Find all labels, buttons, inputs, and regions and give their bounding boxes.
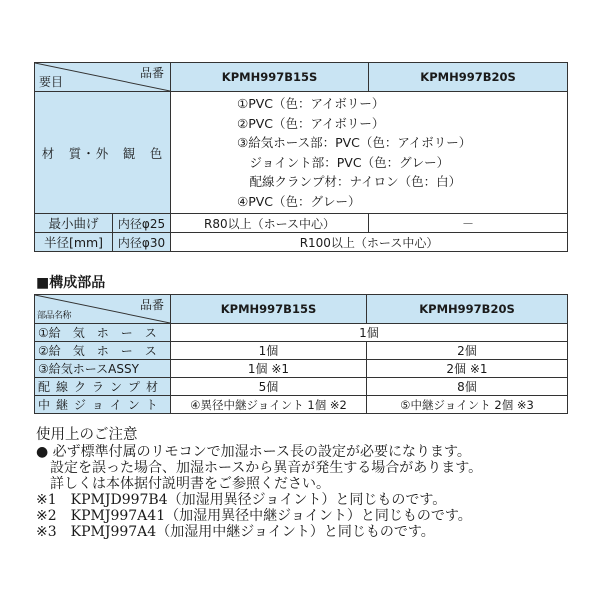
- part-name: 配線クランプ材: [35, 378, 171, 396]
- part-qty-col1: ④異径中継ジョイント 1個 ※2: [171, 396, 367, 414]
- spec-table: [34, 62, 568, 252]
- material-list: [171, 92, 568, 214]
- spec-header-pn: 品番: [140, 66, 165, 80]
- parts-header-pn: 品番: [139, 298, 164, 312]
- part-name: 中継ジョイント: [35, 396, 171, 414]
- bend-r80-cell: R80以上（ホース中心）: [171, 214, 369, 233]
- material-item: ジョイント部：PVC（色：グレー）: [237, 154, 450, 170]
- bend-label-1: 最小曲げ: [35, 214, 113, 233]
- part-qty-col1: 5個: [171, 378, 367, 396]
- spec-header-corner: [35, 63, 171, 92]
- part-qty-col2: 2個: [367, 342, 568, 360]
- material-item: ①PVC（色：アイボリー）: [237, 96, 385, 111]
- part-qty-col1: 1個: [171, 342, 367, 360]
- parts-section-title: ■構成部品: [36, 275, 106, 291]
- usage-notes: [36, 427, 482, 540]
- material-item: ③給気ホース部：PVC（色：アイボリー）: [237, 135, 472, 150]
- note-line: 詳しくは本体据付説明書をご参照ください。: [36, 476, 330, 492]
- bend-sub-30: 内径φ30: [113, 233, 171, 252]
- spec-col1-header: KPMH997B15S: [171, 63, 369, 92]
- parts-col1-header: KPMH997B15S: [171, 295, 367, 324]
- part-qty-col1: 1個 ※1: [171, 360, 367, 378]
- parts-table: [34, 294, 568, 414]
- parts-header-item: 部品名称: [37, 311, 72, 321]
- note-line: 設定を誤った場合、加湿ホースから異音が発生する場合があります。: [36, 460, 483, 476]
- material-item: 配線クランプ材：ナイロン（色：白）: [237, 174, 462, 189]
- parts-header-corner: [35, 295, 171, 324]
- part-name: ③給気ホースASSY: [35, 360, 171, 378]
- part-qty-merged: 1個: [171, 324, 568, 342]
- material-item: ④PVC（色：グレー）: [237, 193, 361, 209]
- parts-col2-header: KPMH997B20S: [367, 295, 568, 324]
- part-name: ②給 気 ホ ー ス: [35, 342, 171, 360]
- note-line: ※1 KPMJD997B4（加湿用異径ジョイント）と同じものです。: [36, 492, 447, 508]
- bend-label-2: 半径[mm]: [35, 233, 113, 252]
- spec-header-item: 要目: [39, 75, 64, 89]
- part-qty-col2: 2個 ※1: [367, 360, 568, 378]
- note-line: ● 必ず標準付属のリモコンで加湿ホース長の設定が必要になります。: [36, 444, 471, 460]
- part-qty-col2: 8個: [367, 378, 568, 396]
- part-name: ①給 気 ホ ー ス: [35, 324, 171, 342]
- part-qty-col2: ⑤中継ジョイント 2個 ※3: [367, 396, 568, 414]
- spec-col2-header: KPMH997B20S: [369, 63, 568, 92]
- bend-dash-cell: －: [369, 214, 568, 233]
- note-line: ※3 KPMJ997A4（加湿用中継ジョイント）と同じものです。: [36, 524, 435, 540]
- notes-heading: 使用上のご注意: [36, 427, 138, 443]
- bend-sub-25: 内径φ25: [113, 214, 171, 233]
- note-line: ※2 KPMJ997A41（加湿用異径中継ジョイント）と同じものです。: [36, 508, 472, 524]
- material-item: ②PVC（色：アイボリー）: [237, 115, 385, 131]
- bend-r100-cell: R100以上（ホース中心）: [171, 233, 568, 252]
- material-label: 材 質・外 観 色: [35, 92, 171, 214]
